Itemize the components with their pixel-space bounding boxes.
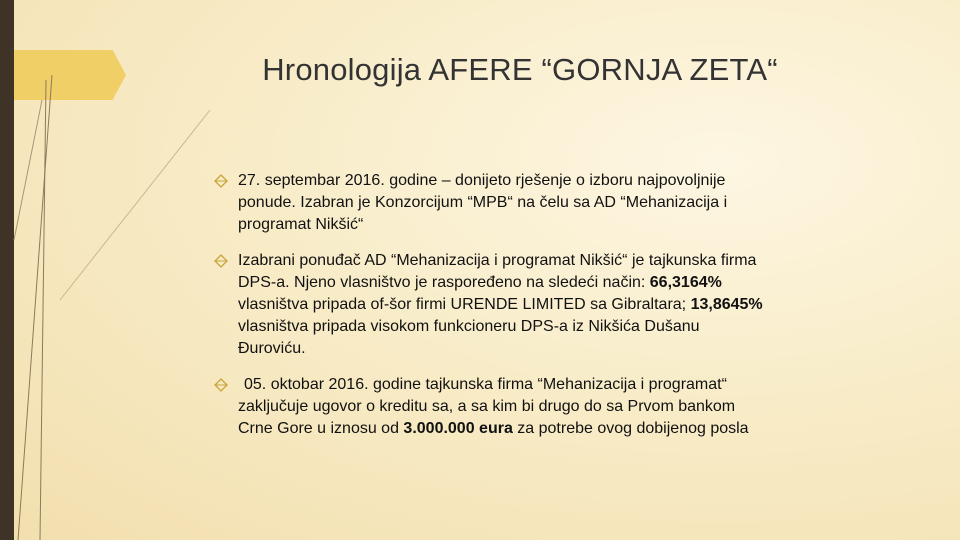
slide-title: Hronologija AFERE “GORNJA ZETA“ [262,52,778,87]
diamond-outline-icon [214,378,228,392]
bullet-2-part-2: vlasništva pripada of-šor firmi URENDE LIMITED sa Gibraltara; [238,296,691,313]
bullet-3-part-2: za potrebe ovog dobijenog posla [512,420,749,437]
bullet-text-1: 27. septembar 2016. godine – donijeto rješenje o izboru najpovoljnije ponude. Izabran je Konzorcijum “MPB“ na čelu sa AD “Mehanizacija i programat Nikšić“ [238,172,728,233]
title-arrow-tab [14,50,126,100]
bullet-list [210,170,770,454]
bullet-3-part-1: 05. oktobar 2016. godine tajkunska firma “Mehanizacija i programat“ zaključuje ugovor o kreditu sa, a sa kim bi drugo do sa Prvom bankom Crne Gore u iznosu od [238,376,736,437]
bullet-text-2 [238,252,763,357]
diamond-outline-icon [214,174,228,188]
deco-line-1 [18,75,52,540]
bullet-text-3 [238,376,749,437]
diamond-outline-icon [214,254,228,268]
bullet-2-part-3: vlasništva pripada visokom funkcioneru DPS-a iz Nikšića Dušanu Đuroviću. [238,318,700,357]
deco-line-2 [40,80,46,540]
loan-amount: 3.000.000 eura [403,420,513,437]
bullet-2-part-1: Izabrani ponuđač AD “Mehanizacija i programat Nikšić“ je tajkunska firma DPS-a. Njeno vlasništvo je raspoređeno na sledeći način: [238,252,757,291]
bullet-item-2 [210,250,770,360]
deco-line-4 [14,100,42,240]
bullet-item-3 [210,374,770,440]
ownership-percent-2: 13,8645% [690,296,763,313]
ownership-percent-1: 66,3164% [649,274,722,291]
left-sidebar-bar [0,0,14,540]
bullet-item-1 [210,170,770,236]
deco-line-3 [60,110,210,300]
